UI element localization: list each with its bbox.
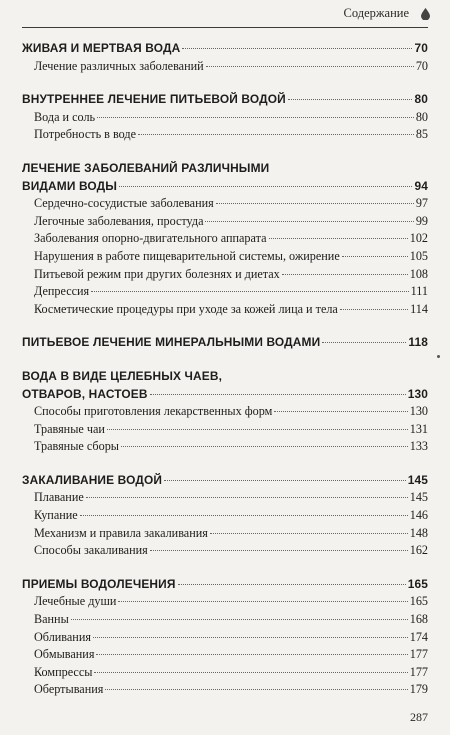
entry-label: Обмывания bbox=[34, 647, 95, 662]
entry-page: 133 bbox=[409, 439, 428, 454]
entry-label: Купание bbox=[34, 508, 78, 523]
section-page: 70 bbox=[414, 41, 428, 55]
entry-page: 97 bbox=[415, 196, 428, 211]
dot-leader bbox=[282, 274, 408, 275]
toc-entry[interactable] bbox=[22, 266, 428, 284]
paper-speck bbox=[437, 355, 440, 358]
dot-leader bbox=[210, 533, 408, 534]
running-header bbox=[344, 6, 431, 21]
entry-label: Плавание bbox=[34, 490, 84, 505]
toc-entry[interactable] bbox=[22, 438, 428, 456]
dot-leader bbox=[71, 619, 408, 620]
entry-page: 111 bbox=[410, 284, 428, 299]
toc-entry[interactable] bbox=[22, 611, 428, 629]
entry-label: Обертывания bbox=[34, 682, 104, 697]
entry-page: 168 bbox=[409, 612, 428, 627]
dot-leader bbox=[340, 309, 408, 310]
section-heading[interactable] bbox=[22, 178, 428, 196]
entry-page: 85 bbox=[415, 127, 428, 142]
toc-section bbox=[22, 576, 428, 699]
section-title: ВИДАМИ ВОДЫ bbox=[22, 178, 118, 193]
entry-page: 177 bbox=[409, 647, 428, 662]
table-of-contents bbox=[22, 40, 428, 715]
toc-entry[interactable] bbox=[22, 542, 428, 560]
entry-label: Вода и соль bbox=[34, 109, 96, 124]
entry-page: 99 bbox=[415, 213, 428, 228]
entry-page: 145 bbox=[409, 490, 428, 505]
entry-page: 146 bbox=[409, 508, 428, 523]
dot-leader bbox=[80, 515, 408, 516]
toc-entry[interactable] bbox=[22, 195, 428, 213]
section-page: 130 bbox=[407, 386, 428, 401]
section-title: ПИТЬЕВОЕ ЛЕЧЕНИЕ МИНЕРАЛЬНЫМИ ВОДАМИ bbox=[22, 335, 321, 350]
section-heading[interactable] bbox=[22, 576, 428, 594]
dot-leader bbox=[288, 99, 413, 100]
dot-leader bbox=[91, 291, 408, 292]
section-heading[interactable] bbox=[22, 334, 428, 352]
toc-entry[interactable] bbox=[22, 681, 428, 699]
toc-entry[interactable] bbox=[22, 593, 428, 611]
entry-page: 165 bbox=[409, 594, 428, 609]
page-number: 287 bbox=[410, 710, 428, 724]
dot-leader bbox=[86, 497, 408, 498]
section-title: ОТВАРОВ, НАСТОЕВ bbox=[22, 386, 148, 401]
toc-section bbox=[22, 91, 428, 144]
toc-entry[interactable] bbox=[22, 403, 428, 421]
section-page: 80 bbox=[414, 92, 428, 107]
dot-leader bbox=[206, 66, 414, 67]
section-title: ЗАКАЛИВАНИЕ ВОДОЙ bbox=[22, 472, 163, 487]
section-heading[interactable] bbox=[22, 40, 428, 58]
toc-entry[interactable] bbox=[22, 525, 428, 543]
toc-entry[interactable] bbox=[22, 126, 428, 144]
entry-page: 130 bbox=[409, 404, 428, 419]
entry-page: 105 bbox=[409, 248, 428, 263]
dot-leader bbox=[164, 480, 406, 481]
toc-entry[interactable] bbox=[22, 421, 428, 439]
dot-leader bbox=[178, 584, 406, 585]
entry-label: Заболевания опорно-двигательного аппарата bbox=[34, 231, 267, 246]
entry-page: 179 bbox=[409, 682, 428, 697]
dot-leader bbox=[150, 394, 406, 395]
toc-entry[interactable] bbox=[22, 489, 428, 507]
toc-entry[interactable] bbox=[22, 230, 428, 248]
dot-leader bbox=[96, 654, 407, 655]
dot-leader bbox=[138, 134, 414, 135]
section-page: 118 bbox=[408, 335, 428, 350]
dot-leader bbox=[97, 117, 414, 118]
entry-label: Легочные заболевания, простуда bbox=[34, 213, 204, 228]
entry-label: Обливания bbox=[34, 629, 91, 644]
dot-leader bbox=[121, 446, 408, 447]
toc-entry[interactable] bbox=[22, 283, 428, 301]
toc-entry[interactable] bbox=[22, 301, 428, 319]
section-heading[interactable] bbox=[22, 386, 428, 404]
section-page: 145 bbox=[407, 472, 428, 487]
section-title: ПРИЕМЫ ВОДОЛЕЧЕНИЯ bbox=[22, 576, 176, 591]
dot-leader bbox=[94, 672, 407, 673]
entry-page: 174 bbox=[409, 629, 428, 644]
toc-entry[interactable] bbox=[22, 664, 428, 682]
toc-entry[interactable] bbox=[22, 629, 428, 647]
dot-leader bbox=[119, 186, 412, 187]
dot-leader bbox=[216, 203, 414, 204]
entry-label: Лечение различных заболеваний bbox=[34, 58, 204, 73]
dot-leader bbox=[205, 221, 413, 222]
dot-leader bbox=[107, 429, 408, 430]
entry-label: Ванны bbox=[34, 612, 69, 627]
entry-label: Способы закаливания bbox=[34, 543, 148, 558]
entry-page: 177 bbox=[409, 664, 428, 679]
section-heading[interactable] bbox=[22, 472, 428, 490]
entry-label: Травяные сборы bbox=[34, 439, 119, 454]
entry-label: Лечебные души bbox=[34, 594, 117, 609]
entry-label: Косметические процедуры при уходе за кожей лица и тела bbox=[34, 301, 338, 316]
entry-label: Способы приготовления лекарственных форм bbox=[34, 404, 273, 419]
section-page: 165 bbox=[407, 576, 428, 591]
toc-entry[interactable] bbox=[22, 646, 428, 664]
section-title-line: ЛЕЧЕНИЕ ЗАБОЛЕВАНИЙ РАЗЛИЧНЫМИ bbox=[22, 160, 270, 175]
section-page: 94 bbox=[414, 178, 428, 193]
entry-label: Питьевой режим при других болезнях и диетах bbox=[34, 266, 280, 281]
toc-section bbox=[22, 472, 428, 560]
dot-leader bbox=[105, 689, 407, 690]
section-title: ЖИВАЯ И МЕРТВАЯ ВОДА bbox=[22, 41, 181, 55]
dot-leader bbox=[269, 238, 408, 239]
dot-leader bbox=[118, 601, 407, 602]
entry-label: Потребность в воде bbox=[34, 127, 136, 142]
entry-page: 80 bbox=[415, 109, 428, 124]
toc-section bbox=[22, 368, 428, 456]
dot-leader bbox=[150, 550, 408, 551]
toc-section bbox=[22, 160, 428, 318]
section-title: ВНУТРЕННЕЕ ЛЕЧЕНИЕ ПИТЬЕВОЙ ВОДОЙ bbox=[22, 92, 286, 107]
dot-leader bbox=[93, 637, 408, 638]
dot-leader bbox=[182, 48, 412, 49]
entry-page: 162 bbox=[409, 543, 428, 558]
entry-page: 108 bbox=[409, 266, 428, 281]
toc-entry[interactable] bbox=[22, 248, 428, 266]
toc-entry[interactable] bbox=[22, 507, 428, 525]
dot-leader bbox=[322, 342, 406, 343]
water-drop-icon bbox=[421, 8, 430, 20]
entry-page: 131 bbox=[409, 421, 428, 436]
entry-label: Компрессы bbox=[34, 664, 93, 679]
toc-section bbox=[22, 334, 428, 352]
entry-label: Травяные чаи bbox=[34, 421, 105, 436]
toc-entry[interactable] bbox=[22, 213, 428, 231]
header-rule bbox=[22, 27, 428, 28]
section-heading[interactable] bbox=[22, 91, 428, 109]
entry-label: Нарушения в работе пищеварительной системы, ожирение bbox=[34, 248, 340, 263]
header-title: Содержание bbox=[343, 6, 409, 20]
entry-page: 114 bbox=[410, 301, 428, 316]
section-title-line: ВОДА В ВИДЕ ЦЕЛЕБНЫХ ЧАЕВ, bbox=[22, 368, 223, 383]
entry-label: Депрессия bbox=[34, 284, 90, 299]
dot-leader bbox=[274, 411, 407, 412]
entry-page: 102 bbox=[409, 231, 428, 246]
entry-label: Механизм и правила закаливания bbox=[34, 525, 208, 540]
toc-entry[interactable] bbox=[22, 58, 428, 76]
entry-page: 70 bbox=[415, 58, 428, 73]
dot-leader bbox=[342, 256, 408, 257]
entry-page: 148 bbox=[409, 525, 428, 540]
entry-label: Сердечно-сосудистые заболевания bbox=[34, 196, 214, 211]
toc-section bbox=[22, 40, 428, 75]
toc-entry[interactable] bbox=[22, 109, 428, 127]
